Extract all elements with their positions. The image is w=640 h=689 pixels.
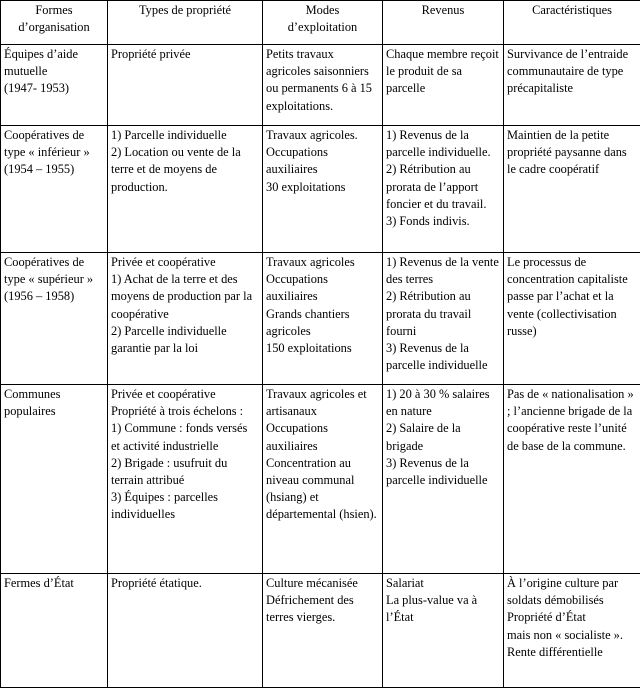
cell-text: (1954 – 1955) <box>4 162 75 177</box>
table-cell <box>108 126 263 253</box>
cell-text: Fermes d’État <box>4 576 74 590</box>
table-cell <box>108 385 263 574</box>
table-row <box>1 45 640 126</box>
cell-text: 2) Rétribution au prorata de l’apport foncier et du travail. <box>386 162 487 211</box>
cell-text: Occupations auxiliaires <box>266 421 328 453</box>
cell-text: Coopératives de type « supérieur » <box>4 255 94 287</box>
table-cell <box>383 126 504 253</box>
cell-text: Propriété étatique. <box>111 576 202 590</box>
table-cell <box>383 574 504 688</box>
header-modes-exploitation <box>263 1 383 45</box>
table-header <box>1 1 640 45</box>
cell-text: Propriété d’État <box>507 610 586 625</box>
cell-text: Maintien de la petite propriété paysanne dans le cadre coopératif <box>507 128 627 177</box>
header-text: Formes <box>35 3 73 17</box>
table-cell <box>504 385 640 574</box>
header-text: Revenus <box>421 3 465 17</box>
cell-text: (1956 – 1958) <box>4 289 75 304</box>
cell-text: Grands chantiers agricoles <box>266 306 350 338</box>
cell-text: Chaque membre reçoit le produit de sa parcelle <box>386 47 499 96</box>
cell-text: Défrichement des terres vierges. <box>266 593 354 625</box>
table-cell <box>263 385 383 574</box>
cell-text: Équipes d’aide mutuelle <box>4 47 78 79</box>
table-cell <box>383 385 504 574</box>
header-revenus <box>383 1 504 45</box>
cell-text: Privée et coopérative <box>111 255 216 269</box>
cell-text: Travaux agricoles <box>266 255 355 269</box>
cell-text: Petits travaux agricoles saisonniers ou permanents 6 à 15 exploitations. <box>266 47 372 113</box>
cell-text: 30 exploitations <box>266 179 346 194</box>
table-cell <box>504 126 640 253</box>
cell-text: À l’origine culture par soldats démobilisés <box>507 576 619 608</box>
header-text: d’organisation <box>18 20 90 35</box>
table-cell <box>504 253 640 385</box>
header-formes <box>1 1 108 45</box>
table-cell <box>504 45 640 126</box>
cell-text: Communes populaires <box>4 387 61 419</box>
cell-text: 2) Salaire de la brigade <box>386 421 461 453</box>
table-cell <box>263 574 383 688</box>
table-cell <box>1 385 108 574</box>
header-text: Types de propriété <box>138 3 232 17</box>
cell-text: 3) Équipes : parcelles individuelles <box>111 490 219 522</box>
cell-text: Privée et coopérative <box>111 387 216 401</box>
cell-text: Propriété privée <box>111 47 191 61</box>
cell-text: 3) Revenus de la parcelle individuelle <box>386 455 488 488</box>
cell-text: 1) Achat de la terre et des moyens de production par la coopérative <box>111 272 253 321</box>
cell-text: Propriété à trois échelons : <box>111 404 244 419</box>
cell-text: Culture mécanisée <box>266 576 358 590</box>
table-cell <box>383 45 504 126</box>
cell-text: Survivance de l’entraide communautaire de type précapitaliste <box>507 47 629 96</box>
table-cell <box>1 574 108 688</box>
cell-text: Travaux agricoles et artisanaux <box>266 387 367 419</box>
cell-text: 2) Location ou vente de la terre et de moyens de production. <box>111 145 241 194</box>
cell-text: 1) Revenus de la parcelle individuelle. <box>386 128 491 160</box>
cell-text: 2) Rétribution au prorata du travail fourni <box>386 289 472 338</box>
cell-text: Le processus de concentration capitaliste passe par l’achat et la vente (collectivisation russe) <box>507 255 628 338</box>
cell-text: Pas de « nationalisation » ; l’ancienne brigade de la coopérative reste l’unité de base de la commune. <box>507 387 634 453</box>
cell-text: 1) Commune : fonds versés et activité industrielle <box>111 421 248 453</box>
cell-text: 1) 20 à 30 % salaires en nature <box>386 387 490 419</box>
cell-text: Concentration au niveau communal (hsiang) et départemental (hsien). <box>266 455 377 522</box>
header-text: Modes <box>305 3 340 17</box>
cell-text: Occupations auxiliaires <box>266 272 328 304</box>
cell-text: 1) Revenus de la vente des terres <box>386 255 499 287</box>
header-row <box>1 1 640 45</box>
cell-text: 2) Brigade : usufruit du terrain attribué <box>111 455 228 488</box>
table-cell <box>383 253 504 385</box>
table-cell <box>108 45 263 126</box>
cell-text: (1947- 1953) <box>4 81 70 96</box>
table-cell <box>263 126 383 253</box>
cell-text: Coopératives de type « inférieur » <box>4 128 90 160</box>
table-row <box>1 253 640 385</box>
table-cell <box>263 253 383 385</box>
cell-text: Travaux agricoles. <box>266 128 358 142</box>
header-text: d’exploitation <box>287 20 358 35</box>
header-types-propriete <box>108 1 263 45</box>
cell-text: Rente différentielle <box>507 644 603 659</box>
table-cell <box>1 126 108 253</box>
table-row <box>1 574 640 688</box>
cell-text: 3) Revenus de la parcelle individuelle <box>386 341 488 373</box>
cell-text: Occupations auxiliaires <box>266 145 328 177</box>
cell-text: La plus-value va à l’État <box>386 593 478 625</box>
table-cell <box>1 253 108 385</box>
cell-text: 3) Fonds indivis. <box>386 214 470 229</box>
table-cell <box>1 45 108 126</box>
table-cell <box>108 253 263 385</box>
header-text: Caractéristiques <box>532 3 612 17</box>
table-row <box>1 385 640 574</box>
table-body <box>1 45 640 688</box>
table-cell <box>108 574 263 688</box>
cell-text: 150 exploitations <box>266 341 352 356</box>
cell-text: Salariat <box>386 576 424 590</box>
table-cell <box>504 574 640 688</box>
cell-text: 2) Parcelle individuelle garantie par la loi <box>111 323 227 356</box>
cell-text: 1) Parcelle individuelle <box>111 128 227 142</box>
table-cell <box>263 45 383 126</box>
cell-text: mais non « socialiste ». <box>507 627 623 642</box>
header-caracteristiques <box>504 1 640 45</box>
table-row <box>1 126 640 253</box>
